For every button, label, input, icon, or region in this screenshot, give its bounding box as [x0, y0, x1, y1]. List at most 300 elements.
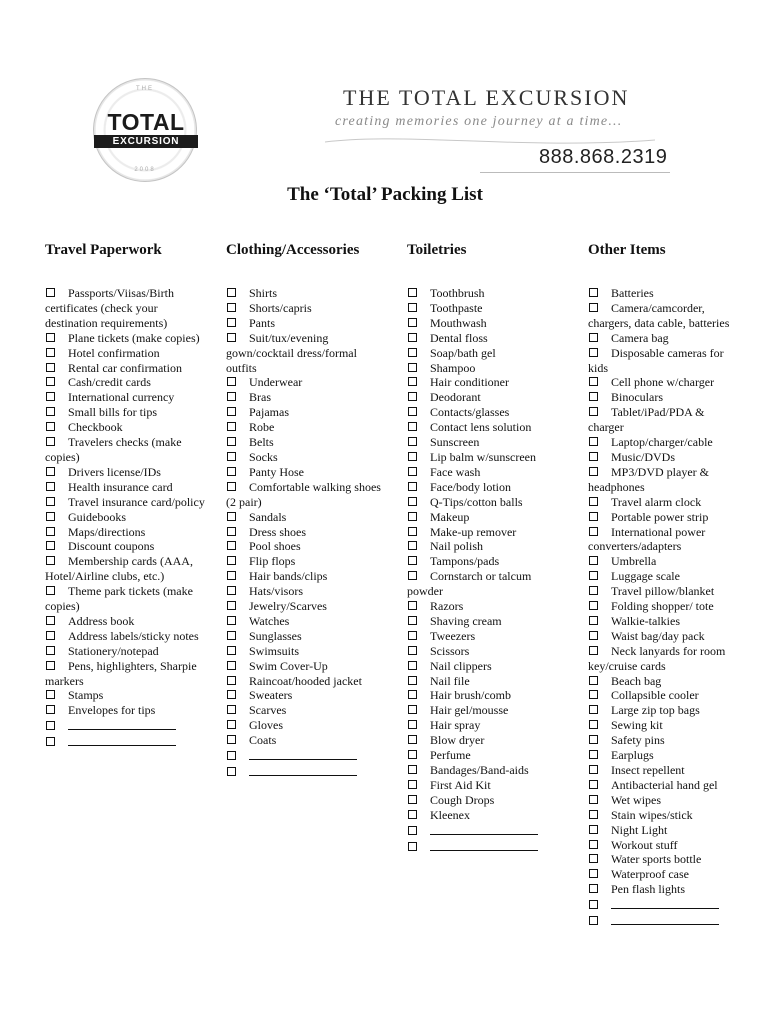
checkbox[interactable] [589, 840, 598, 849]
blank-line[interactable] [249, 748, 357, 760]
checkbox[interactable] [46, 616, 55, 625]
checkbox[interactable] [46, 497, 55, 506]
checkbox[interactable] [589, 392, 598, 401]
checkbox[interactable] [227, 616, 236, 625]
checklist-item [226, 301, 382, 316]
checklist-item [588, 286, 738, 301]
checkbox[interactable] [408, 750, 417, 759]
checklist-item-label: Pens, highlighters, Sharpie markers [45, 658, 197, 688]
checkbox[interactable] [589, 884, 598, 893]
checklist-item [588, 763, 738, 778]
checkbox[interactable] [589, 407, 598, 416]
checklist-item [45, 510, 205, 525]
checkbox[interactable] [589, 705, 598, 714]
checkbox[interactable] [589, 377, 598, 386]
checklist-item-label: Tweezers [430, 628, 476, 643]
checkbox[interactable] [227, 333, 236, 342]
checklist-item-label: Maps/directions [68, 524, 146, 539]
checkbox[interactable] [408, 690, 417, 699]
checkbox[interactable] [227, 452, 236, 461]
phone-number: 888.868.2319 [539, 146, 668, 168]
checklist-item [45, 703, 205, 718]
column-heading: Other Items [588, 242, 666, 258]
checklist-item [588, 346, 738, 376]
checkbox[interactable] [227, 303, 236, 312]
checklist-item-label: Folding shopper/ tote [611, 599, 714, 614]
checkbox[interactable] [408, 497, 417, 506]
checklist-item-label: Neck lanyards for room key/cruise cards [588, 643, 726, 673]
checkbox[interactable] [46, 512, 55, 521]
checklist-item [588, 748, 738, 763]
checkbox[interactable] [589, 348, 598, 357]
checklist-item-label: Hair bands/clips [249, 569, 328, 584]
checklist-item [407, 435, 569, 450]
checklist-item [226, 375, 382, 390]
checklist-item [45, 688, 205, 703]
checklist-item-label: Raincoat/hooded jacket [249, 673, 362, 688]
checklist-item-label: Face wash [430, 464, 481, 479]
checklist-item [45, 286, 205, 331]
checkbox[interactable] [589, 869, 598, 878]
checklist-item [588, 301, 738, 331]
blank-line[interactable] [611, 897, 719, 909]
checkbox[interactable] [46, 737, 55, 746]
total-excursion-logo [93, 78, 197, 182]
blank-line[interactable] [611, 913, 719, 925]
checklist-item-label: Binoculars [611, 390, 663, 405]
checklist-item-label: Hats/visors [249, 584, 303, 599]
checklist-item-label: Antibacterial hand gel [611, 777, 718, 792]
checkbox[interactable] [408, 482, 417, 491]
checkbox[interactable] [46, 407, 55, 416]
phone-underline [480, 172, 670, 173]
checklist-item-label: Wet wipes [611, 792, 662, 807]
checkbox[interactable] [227, 631, 236, 640]
checklist-item-label: Panty Hose [249, 464, 304, 479]
checklist-item [45, 554, 205, 584]
checklist-item-label: Envelopes for tips [68, 703, 156, 718]
checklist-item [588, 405, 738, 435]
checkbox[interactable] [589, 900, 598, 909]
checkbox[interactable] [589, 437, 598, 446]
checklist-item-label: MP3/DVD player & headphones [588, 464, 709, 494]
checkbox[interactable] [589, 795, 598, 804]
checklist-item [226, 659, 382, 674]
blank-line[interactable] [249, 764, 357, 776]
checkbox[interactable] [589, 586, 598, 595]
checklist-item [588, 569, 738, 584]
checkbox[interactable] [46, 333, 55, 342]
checkbox[interactable] [408, 377, 417, 386]
checkbox[interactable] [589, 720, 598, 729]
checklist-item [588, 703, 738, 718]
checkbox[interactable] [227, 467, 236, 476]
checklist-item [588, 390, 738, 405]
checklist-item [407, 823, 569, 839]
checklist-item [407, 839, 569, 855]
checklist-item [226, 718, 382, 733]
checkbox[interactable] [227, 751, 236, 760]
checkbox[interactable] [408, 571, 417, 580]
column-travel-paperwork [45, 242, 205, 750]
checklist-item [407, 390, 569, 405]
checklist-item-label: Address labels/sticky notes [68, 628, 199, 643]
checklist-item [588, 435, 738, 450]
checkbox[interactable] [408, 765, 417, 774]
checklist-item [588, 733, 738, 748]
checklist-item [407, 748, 569, 763]
checklist-item-label: Bras [249, 390, 271, 405]
checkbox[interactable] [589, 616, 598, 625]
logo-arc-bottom-text: 2008 [134, 167, 156, 173]
checkbox[interactable] [589, 527, 598, 536]
page-title: The ‘Total’ Packing List [287, 184, 483, 205]
checkbox[interactable] [46, 541, 55, 550]
checklist-item-label: Swim Cover-Up [249, 658, 328, 673]
checkbox[interactable] [589, 690, 598, 699]
checkbox[interactable] [408, 676, 417, 685]
checklist-item-label: Bandages/Band-aids [430, 763, 529, 777]
checkbox[interactable] [227, 541, 236, 550]
checklist-item [588, 823, 738, 838]
checklist-item [45, 495, 205, 510]
checkbox[interactable] [46, 467, 55, 476]
checkbox[interactable] [46, 527, 55, 536]
column-heading: Travel Paperwork [45, 242, 162, 258]
checkbox[interactable] [589, 676, 598, 685]
checkbox[interactable] [589, 750, 598, 759]
letterhead [0, 0, 770, 180]
checklist-item [588, 913, 738, 929]
checklist-item-label: Luggage scale [611, 569, 680, 584]
checkbox[interactable] [408, 795, 417, 804]
checklist-item [588, 778, 738, 793]
checkbox[interactable] [46, 482, 55, 491]
checklist-item-label: Make-up remover [430, 524, 517, 539]
checklist-item-label: Disposable cameras for kids [588, 345, 724, 375]
checklist-item [226, 764, 382, 780]
brand-name: THE TOTAL EXCURSION [343, 85, 630, 110]
checklist-item-label: Safety pins [611, 733, 665, 748]
checkbox[interactable] [227, 661, 236, 670]
checkbox[interactable] [46, 661, 55, 670]
checkbox[interactable] [589, 467, 598, 476]
checkbox[interactable] [227, 392, 236, 401]
checklist-item-label: Contacts/glasses [430, 405, 510, 420]
checkbox[interactable] [227, 407, 236, 416]
checklist-item-label: Portable power strip [611, 509, 709, 524]
checklist-item-label: Lip balm w/sunscreen [430, 449, 536, 464]
checkbox[interactable] [408, 407, 417, 416]
checkbox[interactable] [408, 661, 417, 670]
checklist-item-label: Stamps [68, 688, 104, 703]
checkbox[interactable] [589, 512, 598, 521]
checkbox[interactable] [589, 765, 598, 774]
checklist-item [45, 659, 205, 689]
checkbox[interactable] [227, 437, 236, 446]
checkbox[interactable] [408, 392, 417, 401]
checkbox[interactable] [227, 556, 236, 565]
checkbox[interactable] [227, 586, 236, 595]
checklist-item-label: Tampons/pads [430, 554, 500, 569]
blank-line[interactable] [430, 823, 538, 835]
checklist-item-label: Soap/bath gel [430, 345, 496, 360]
checklist [45, 286, 205, 750]
checklist-item-label: Discount coupons [68, 539, 155, 554]
checklist-item-label: Travel pillow/blanket [611, 584, 715, 599]
checklist-item [407, 569, 569, 599]
column-toiletries [407, 242, 569, 854]
checklist-item-label: Sunglasses [249, 628, 302, 643]
checklist-item-label: Workout stuff [611, 837, 678, 852]
logo-total-text: TOTAL [107, 109, 185, 135]
checkbox[interactable] [589, 333, 598, 342]
checkbox[interactable] [46, 690, 55, 699]
checkbox[interactable] [589, 810, 598, 819]
checklist-item [226, 390, 382, 405]
blank-line[interactable] [68, 718, 176, 730]
checklist-item [45, 525, 205, 540]
checkbox[interactable] [227, 527, 236, 536]
checkbox[interactable] [589, 646, 598, 655]
checkbox[interactable] [408, 780, 417, 789]
checklist-item-label: Jewelry/Scarves [249, 599, 327, 614]
checklist-item-label: Stain wipes/stick [611, 807, 693, 822]
checkbox[interactable] [589, 631, 598, 640]
checkbox[interactable] [408, 601, 417, 610]
checklist-item [45, 420, 205, 435]
checkbox[interactable] [408, 467, 417, 476]
checklist-item-label: Comfortable walking shoes (2 pair) [226, 479, 381, 509]
checklist-item [407, 793, 569, 808]
checklist-item-label: Camera bag [611, 330, 669, 345]
checkbox[interactable] [46, 586, 55, 595]
checklist-item-label: Drivers license/IDs [68, 464, 161, 479]
checklist-item-label: Shampoo [430, 360, 476, 375]
checkbox[interactable] [589, 571, 598, 580]
checklist-item [226, 599, 382, 614]
checklist-item-label: Robe [249, 420, 275, 435]
checkbox[interactable] [589, 497, 598, 506]
checklist-item [588, 584, 738, 599]
checklist-item-label: Contact lens solution [430, 420, 532, 435]
checklist-item [407, 808, 569, 823]
checklist-item-label: Sweaters [249, 688, 293, 703]
checklist-item [407, 629, 569, 644]
checkbox[interactable] [227, 676, 236, 685]
checklist-item [588, 331, 738, 346]
checklist-item [226, 584, 382, 599]
checkbox[interactable] [46, 348, 55, 357]
checklist-item [407, 688, 569, 703]
checklist-item [407, 450, 569, 465]
checkbox[interactable] [408, 527, 417, 536]
checklist-item [407, 554, 569, 569]
checkbox[interactable] [589, 452, 598, 461]
checklist-item-label: Pajamas [249, 405, 289, 420]
checkbox[interactable] [227, 482, 236, 491]
checkbox[interactable] [408, 303, 417, 312]
checkbox[interactable] [227, 646, 236, 655]
checklist-item [226, 748, 382, 764]
checkbox[interactable] [227, 767, 236, 776]
checkbox[interactable] [227, 318, 236, 327]
checklist-item-label: Toothpaste [430, 300, 483, 315]
checkbox[interactable] [46, 288, 55, 297]
checklist-item-label: Gloves [249, 718, 283, 733]
checklist-item-label: Earplugs [611, 748, 654, 763]
checkbox[interactable] [589, 916, 598, 925]
checklist-item [588, 808, 738, 823]
checkbox[interactable] [408, 646, 417, 655]
checkbox[interactable] [408, 348, 417, 357]
checklist-item [226, 644, 382, 659]
checkbox[interactable] [408, 422, 417, 431]
checkbox[interactable] [227, 422, 236, 431]
checkbox[interactable] [46, 631, 55, 640]
checklist-item [226, 331, 382, 376]
checklist-item-label: Pen flash lights [611, 882, 685, 897]
checklist-item-label: Rental car confirmation [68, 360, 182, 375]
checkbox[interactable] [408, 288, 417, 297]
checkbox[interactable] [408, 631, 417, 640]
checkbox[interactable] [227, 735, 236, 744]
checklist-item-label: Plane tickets (make copies) [68, 330, 200, 345]
checklist-item [407, 644, 569, 659]
checklist-item [226, 510, 382, 525]
column-heading: Clothing/Accessories [226, 242, 360, 258]
checklist-item-label: Night Light [611, 822, 668, 837]
checkbox[interactable] [589, 825, 598, 834]
checklist-item-label: Walkie-talkies [611, 613, 681, 628]
checkbox[interactable] [408, 437, 417, 446]
checkbox[interactable] [46, 422, 55, 431]
checklist-item [45, 539, 205, 554]
checkbox[interactable] [408, 363, 417, 372]
checkbox[interactable] [408, 705, 417, 714]
checkbox[interactable] [46, 363, 55, 372]
checkbox[interactable] [589, 288, 598, 297]
checklist-item-label: Swimsuits [249, 643, 300, 658]
checklist-item [588, 867, 738, 882]
checkbox[interactable] [589, 780, 598, 789]
checklist-item-label: Hair spray [430, 718, 481, 733]
checklist-item [407, 763, 569, 778]
checklist-item [588, 450, 738, 465]
checklist-item-label: Coats [249, 733, 277, 748]
checkbox[interactable] [408, 616, 417, 625]
logo-excursion-banner: EXCURSION [94, 135, 198, 148]
checkbox[interactable] [408, 452, 417, 461]
checkbox[interactable] [589, 735, 598, 744]
checklist-item [45, 405, 205, 420]
checkbox[interactable] [408, 512, 417, 521]
checkbox[interactable] [589, 601, 598, 610]
checklist-item-label: Hair conditioner [430, 375, 509, 390]
checkbox[interactable] [408, 842, 417, 851]
checklist-item [407, 733, 569, 748]
checklist-item-label: Dental floss [430, 330, 488, 345]
checklist-item [45, 435, 205, 465]
checklist-item-label: Dress shoes [249, 524, 306, 539]
checkbox[interactable] [589, 556, 598, 565]
checkbox[interactable] [227, 377, 236, 386]
checklist-item-label: Guidebooks [68, 509, 126, 524]
blank-line[interactable] [430, 839, 538, 851]
column-clothing-accessories [226, 242, 382, 780]
checkbox[interactable] [46, 705, 55, 714]
checklist-item [588, 375, 738, 390]
checkbox[interactable] [227, 601, 236, 610]
checklist-item [407, 614, 569, 629]
checklist-item [45, 361, 205, 376]
checkbox[interactable] [589, 854, 598, 863]
checklist-item-label: Large zip top bags [611, 703, 700, 718]
checklist-item-label: Pool shoes [249, 539, 301, 554]
checkbox[interactable] [227, 720, 236, 729]
checklist-item [407, 375, 569, 390]
checklist-item-label: Waterproof case [611, 867, 689, 882]
checklist-item-label: Travel insurance card/policy [68, 494, 205, 509]
checklist-item-label: Sewing kit [611, 718, 663, 733]
checklist [588, 286, 738, 929]
checkbox[interactable] [227, 288, 236, 297]
checkbox[interactable] [589, 303, 598, 312]
checklist-item-label: Beach bag [611, 673, 662, 688]
checkbox[interactable] [46, 437, 55, 446]
checklist-item-label: Umbrella [611, 554, 657, 569]
checklist-item-label: Theme park tickets (make copies) [45, 584, 193, 614]
blank-line[interactable] [68, 734, 176, 746]
checklist-item-label: Membership cards (AAA, Hotel/Airline clubs, etc.) [45, 554, 193, 584]
checkbox[interactable] [408, 556, 417, 565]
checklist-item-label: Laptop/charger/cable [611, 435, 713, 450]
checkbox[interactable] [46, 646, 55, 655]
checkbox[interactable] [408, 318, 417, 327]
checklist-item [588, 852, 738, 867]
checkbox[interactable] [408, 826, 417, 835]
checklist-item-label: Belts [249, 435, 274, 450]
checkbox[interactable] [408, 720, 417, 729]
checkbox[interactable] [408, 735, 417, 744]
checklist-item [588, 629, 738, 644]
checklist-item [45, 465, 205, 480]
checkbox[interactable] [46, 377, 55, 386]
checklist-item-label: Nail polish [430, 539, 483, 554]
checkbox[interactable] [408, 810, 417, 819]
checklist-item [588, 838, 738, 853]
checkbox[interactable] [408, 333, 417, 342]
checklist-item [588, 525, 738, 555]
checklist-item [226, 480, 382, 510]
checklist-item [45, 346, 205, 361]
checklist-item-label: International currency [68, 390, 175, 405]
checkbox[interactable] [227, 705, 236, 714]
checkbox[interactable] [46, 556, 55, 565]
checklist-item [226, 435, 382, 450]
checklist-item-label: Nail clippers [430, 658, 492, 673]
checkbox[interactable] [227, 690, 236, 699]
checkbox[interactable] [46, 392, 55, 401]
checklist-item [588, 674, 738, 689]
checklist-item [407, 286, 569, 301]
checkbox[interactable] [227, 571, 236, 580]
checklist-item [407, 301, 569, 316]
checkbox[interactable] [408, 541, 417, 550]
checkbox[interactable] [46, 721, 55, 730]
checkbox[interactable] [227, 512, 236, 521]
checklist-item-label: Camera/camcorder, chargers, data cable, batteries [588, 300, 730, 330]
